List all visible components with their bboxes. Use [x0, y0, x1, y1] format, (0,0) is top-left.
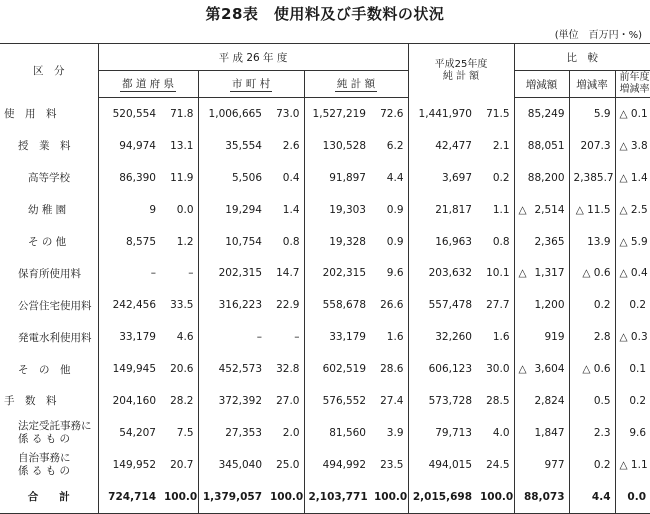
h25-value: 494,015	[408, 449, 476, 481]
prefecture-value: 520,554	[98, 98, 160, 130]
municipality-share: 73.0	[276, 107, 300, 120]
header-h25: 平成25年度 純 計 額	[408, 44, 514, 98]
change-amount: 85,249	[514, 98, 569, 130]
change-rate: △ 11.5	[569, 194, 615, 226]
change-rate: 2,385.7	[569, 162, 615, 194]
row-label: 公営住宅使用料	[18, 299, 92, 312]
net-total-value: 576,552	[304, 385, 370, 417]
net-total-value: 33,179	[304, 321, 370, 353]
prefecture-value: 54,207	[98, 417, 160, 449]
change-amount: 919	[514, 321, 569, 353]
municipality-value: 202,315	[198, 257, 266, 289]
header-comparison: 比 較	[514, 44, 650, 71]
table-title: 第28表 使用料及び手数料の状況	[205, 5, 445, 23]
row-label: そ の 他	[18, 363, 71, 376]
header-category: 区 分	[33, 65, 65, 78]
h25-share: 24.5	[486, 458, 510, 471]
h25-share: 0.2	[492, 171, 510, 184]
municipality-share: 1.4	[282, 203, 300, 216]
header-change-rate: 増減率	[569, 71, 615, 98]
net-total-value: 2,103,771	[304, 481, 370, 513]
net-total-share: 23.5	[380, 458, 404, 471]
prefecture-value: 149,945	[98, 353, 160, 385]
net-total-share: 9.6	[386, 267, 404, 280]
municipality-share: –	[294, 331, 300, 344]
prefecture-value: 94,974	[98, 130, 160, 162]
municipality-share: 14.7	[276, 267, 300, 280]
municipality-value: 345,040	[198, 449, 266, 481]
prev-change-rate: △ 1.4	[615, 162, 650, 194]
header-change-amount: 増減額	[514, 71, 569, 98]
net-total-share: 6.2	[386, 139, 404, 152]
prefecture-share: 13.1	[170, 139, 194, 152]
change-amount: 88,200	[514, 162, 569, 194]
prev-change-rate: △ 5.9	[615, 226, 650, 258]
prev-change-rate: 0.2	[615, 289, 650, 321]
table-row	[0, 353, 650, 385]
prefecture-share: 28.2	[170, 394, 194, 407]
net-total-value: 81,560	[304, 417, 370, 449]
prev-change-rate: 0.0	[615, 481, 650, 513]
row-label: 手 数 料	[4, 395, 57, 408]
row-label: そ の 他	[28, 236, 67, 248]
municipality-share: 0.8	[282, 235, 300, 248]
prefecture-value: 33,179	[98, 321, 160, 353]
net-total-share: 26.6	[380, 299, 404, 312]
change-amount: △ 2,514	[514, 194, 569, 226]
change-rate: △ 0.6	[569, 353, 615, 385]
h25-share: 1.1	[492, 203, 510, 216]
net-total-share: 100.0	[370, 481, 408, 513]
prefecture-value: 9	[98, 194, 160, 226]
municipality-share: 27.0	[276, 394, 300, 407]
prev-change-rate: 9.6	[615, 417, 650, 449]
net-total-value: 1,527,219	[304, 98, 370, 130]
h25-value: 1,441,970	[408, 98, 476, 130]
municipality-value: 452,573	[198, 353, 266, 385]
prefecture-value: 8,575	[98, 226, 160, 258]
change-amount: △ 1,317	[514, 257, 569, 289]
prefecture-share: 0.0	[176, 203, 194, 216]
prev-change-rate: 0.2	[615, 385, 650, 417]
prev-change-rate: △ 0.1	[615, 98, 650, 130]
h25-value: 573,728	[408, 385, 476, 417]
h25-share: 4.0	[492, 426, 510, 439]
net-total-share: 72.6	[380, 107, 404, 120]
prev-change-rate: △ 3.8	[615, 130, 650, 162]
row-label: 使 用 料	[4, 108, 57, 121]
municipality-value: –	[198, 321, 266, 353]
change-rate: 13.9	[569, 226, 615, 258]
prefecture-share: 20.6	[170, 363, 194, 376]
municipality-share: 0.4	[282, 171, 300, 184]
prefecture-value: 86,390	[98, 162, 160, 194]
municipality-value: 27,353	[198, 417, 266, 449]
header-municipality: 市 町 村	[198, 71, 304, 98]
table-row	[0, 98, 650, 130]
net-total-share: 0.9	[386, 203, 404, 216]
net-total-share: 0.9	[386, 235, 404, 248]
table-row	[0, 449, 650, 481]
municipality-value: 316,223	[198, 289, 266, 321]
municipality-share: 100.0	[266, 481, 304, 513]
header-h26: 平 成 26 年 度	[98, 44, 408, 71]
prefecture-share: 11.9	[170, 171, 194, 184]
municipality-value: 10,754	[198, 226, 266, 258]
row-label: 法定受託事務に 係 る も の	[18, 419, 92, 445]
prev-change-rate: △ 1.1	[615, 449, 650, 481]
h25-share: 28.5	[486, 394, 510, 407]
municipality-value: 372,392	[198, 385, 266, 417]
prefecture-share: 1.2	[176, 235, 194, 248]
net-total-value: 202,315	[304, 257, 370, 289]
row-label: 発電水利使用料	[18, 331, 92, 344]
net-total-value: 19,328	[304, 226, 370, 258]
change-rate: 5.9	[569, 98, 615, 130]
net-total-share: 3.9	[386, 426, 404, 439]
net-total-share: 28.6	[380, 363, 404, 376]
change-amount: 88,073	[514, 481, 569, 513]
unit-note: (単位 百万円・%)	[554, 30, 642, 41]
h25-value: 16,963	[408, 226, 476, 258]
municipality-share: 32.8	[276, 363, 300, 376]
row-label: 高等学校	[28, 172, 70, 185]
change-amount: 88,051	[514, 130, 569, 162]
row-label: 授 業 料	[18, 140, 71, 153]
table-row	[0, 385, 650, 417]
net-total-share: 27.4	[380, 394, 404, 407]
h25-value: 2,015,698	[408, 481, 476, 513]
net-total-value: 494,992	[304, 449, 370, 481]
prefecture-share: 33.5	[170, 299, 194, 312]
prefecture-share: 20.7	[170, 458, 194, 471]
change-rate: 0.5	[569, 385, 615, 417]
h25-share: 10.1	[486, 267, 510, 280]
municipality-share: 22.9	[276, 299, 300, 312]
prefecture-share: –	[188, 267, 194, 280]
h25-share: 2.1	[492, 139, 510, 152]
prev-change-rate: 0.1	[615, 353, 650, 385]
table-row	[0, 162, 650, 194]
net-total-value: 558,678	[304, 289, 370, 321]
h25-value: 606,123	[408, 353, 476, 385]
table-row	[0, 289, 650, 321]
table-row	[0, 194, 650, 226]
municipality-value: 5,506	[198, 162, 266, 194]
table-row	[0, 257, 650, 289]
change-rate: 0.2	[569, 289, 615, 321]
change-rate: 2.3	[569, 417, 615, 449]
net-total-value: 130,528	[304, 130, 370, 162]
change-amount: 2,365	[514, 226, 569, 258]
change-amount: 2,824	[514, 385, 569, 417]
municipality-value: 35,554	[198, 130, 266, 162]
prev-change-rate: △ 0.3	[615, 321, 650, 353]
change-rate: 207.3	[569, 130, 615, 162]
prefecture-share: 100.0	[160, 481, 198, 513]
net-total-share: 4.4	[386, 171, 404, 184]
change-amount: 977	[514, 449, 569, 481]
row-label: 幼 稚 園	[28, 204, 67, 217]
h25-share: 27.7	[486, 299, 510, 312]
h25-value: 32,260	[408, 321, 476, 353]
prefecture-value: –	[98, 257, 160, 289]
table-row	[0, 226, 650, 258]
change-rate: 0.2	[569, 449, 615, 481]
prefecture-value: 724,714	[98, 481, 160, 513]
table-row	[0, 481, 650, 513]
prefecture-share: 7.5	[176, 426, 194, 439]
header-prefecture: 都 道 府 県	[98, 71, 198, 98]
table-row	[0, 130, 650, 162]
row-label: 合 計	[0, 481, 98, 513]
prefecture-share: 71.8	[170, 107, 194, 120]
change-amount: 1,847	[514, 417, 569, 449]
h25-value: 557,478	[408, 289, 476, 321]
municipality-value: 19,294	[198, 194, 266, 226]
net-total-value: 19,303	[304, 194, 370, 226]
municipality-share: 25.0	[276, 458, 300, 471]
table-row	[0, 417, 650, 449]
municipality-value: 1,379,057	[198, 481, 266, 513]
prev-change-rate: △ 2.5	[615, 194, 650, 226]
fee-table	[0, 43, 650, 514]
h25-value: 21,817	[408, 194, 476, 226]
h25-share: 0.8	[492, 235, 510, 248]
h25-value: 42,477	[408, 130, 476, 162]
municipality-value: 1,006,665	[198, 98, 266, 130]
h25-value: 79,713	[408, 417, 476, 449]
change-rate: △ 0.6	[569, 257, 615, 289]
change-rate: 2.8	[569, 321, 615, 353]
header-net-total: 純 計 額	[304, 71, 408, 98]
net-total-value: 602,519	[304, 353, 370, 385]
h25-value: 203,632	[408, 257, 476, 289]
row-label: 保育所使用料	[18, 267, 81, 280]
municipality-share: 2.0	[282, 426, 300, 439]
h25-share: 100.0	[476, 481, 514, 513]
prefecture-value: 204,160	[98, 385, 160, 417]
municipality-share: 2.6	[282, 139, 300, 152]
h25-share: 30.0	[486, 363, 510, 376]
row-label: 自治事務に 係 る も の	[18, 451, 71, 477]
header-prev-change-rate: 前年度 増減率	[615, 71, 650, 98]
change-amount: △ 3,604	[514, 353, 569, 385]
change-rate: 4.4	[569, 481, 615, 513]
h25-share: 1.6	[492, 331, 510, 344]
net-total-share: 1.6	[386, 331, 404, 344]
prefecture-share: 4.6	[176, 331, 194, 344]
h25-share: 71.5	[486, 107, 510, 120]
prev-change-rate: △ 0.4	[615, 257, 650, 289]
prefecture-value: 242,456	[98, 289, 160, 321]
prefecture-value: 149,952	[98, 449, 160, 481]
change-amount: 1,200	[514, 289, 569, 321]
h25-value: 3,697	[408, 162, 476, 194]
net-total-value: 91,897	[304, 162, 370, 194]
table-row	[0, 321, 650, 353]
